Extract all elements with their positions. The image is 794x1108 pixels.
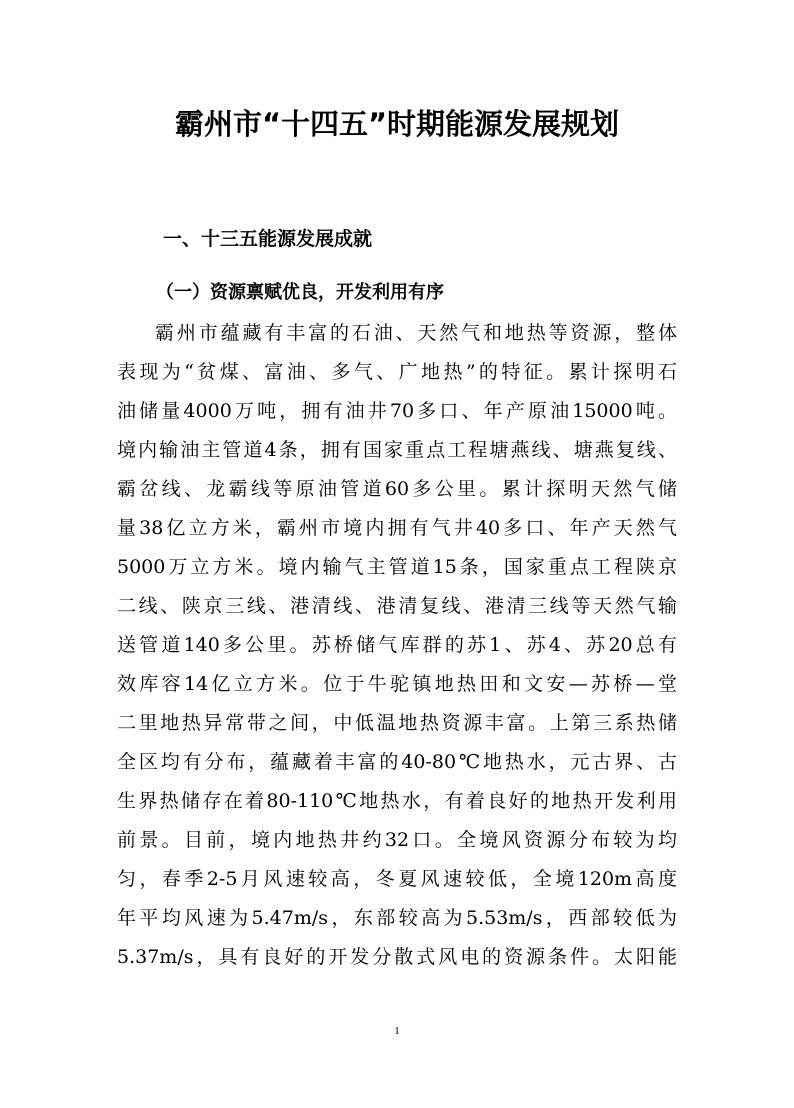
paragraph-line: 年平均风速为5.47m/s，东部较高为5.53m/s，西部较低为 [117,907,677,929]
paragraph-line: 5000万立方米。境内输气主管道15条，国家重点工程陕京 [117,556,677,578]
paragraph-line: 霸州市蕴藏有丰富的石油、天然气和地热等资源，整体 [155,322,677,344]
paragraph-line: 前景。目前，境内地热井约32口。全境风资源分布较为均 [117,829,677,851]
paragraph-line: 境内输油主管道4条，拥有国家重点工程塘燕线、塘燕复线、 [117,439,677,461]
paragraph-line: 5.37m/s，具有良好的开发分散式风电的资源条件。太阳能 [117,946,677,968]
subsection-heading: （一）资源禀赋优良，开发利用有序 [156,282,444,303]
paragraph-line: 霸岔线、龙霸线等原油管道60多公里。累计探明天然气储 [117,478,677,500]
body-paragraph [117,314,677,977]
paragraph-line: 效库容14亿立方米。位于牛驼镇地热田和文安—苏桥—堂 [117,673,677,695]
document-title: 霸州市“十四五”时期能源发展规划 [174,107,620,141]
section-heading: 一、十三五能源发展成就 [163,228,373,250]
paragraph-line: 全区均有分布，蕴藏着丰富的40-80℃地热水，元古界、古 [117,751,677,773]
page-number: 1 [394,1025,400,1037]
paragraph-line: 表现为“贫煤、富油、多气、广地热”的特征。累计探明石 [117,361,677,383]
paragraph-line: 送管道140多公里。苏桥储气库群的苏1、苏4、苏20总有 [117,634,677,656]
paragraph-line: 量38亿立方米，霸州市境内拥有气井40多口、年产天然气 [117,517,677,539]
paragraph-line: 匀，春季2-5月风速较高，冬夏风速较低，全境120m高度 [117,868,677,890]
paragraph-line: 油储量4000万吨，拥有油井70多口、年产原油15000吨。 [117,400,677,422]
paragraph-line: 生界热储存在着80-110℃地热水，有着良好的地热开发利用 [117,790,677,812]
paragraph-line: 二里地热异常带之间，中低温地热资源丰富。上第三系热储 [117,712,677,734]
paragraph-line: 二线、陕京三线、港清线、港清复线、港清三线等天然气输 [117,595,677,617]
